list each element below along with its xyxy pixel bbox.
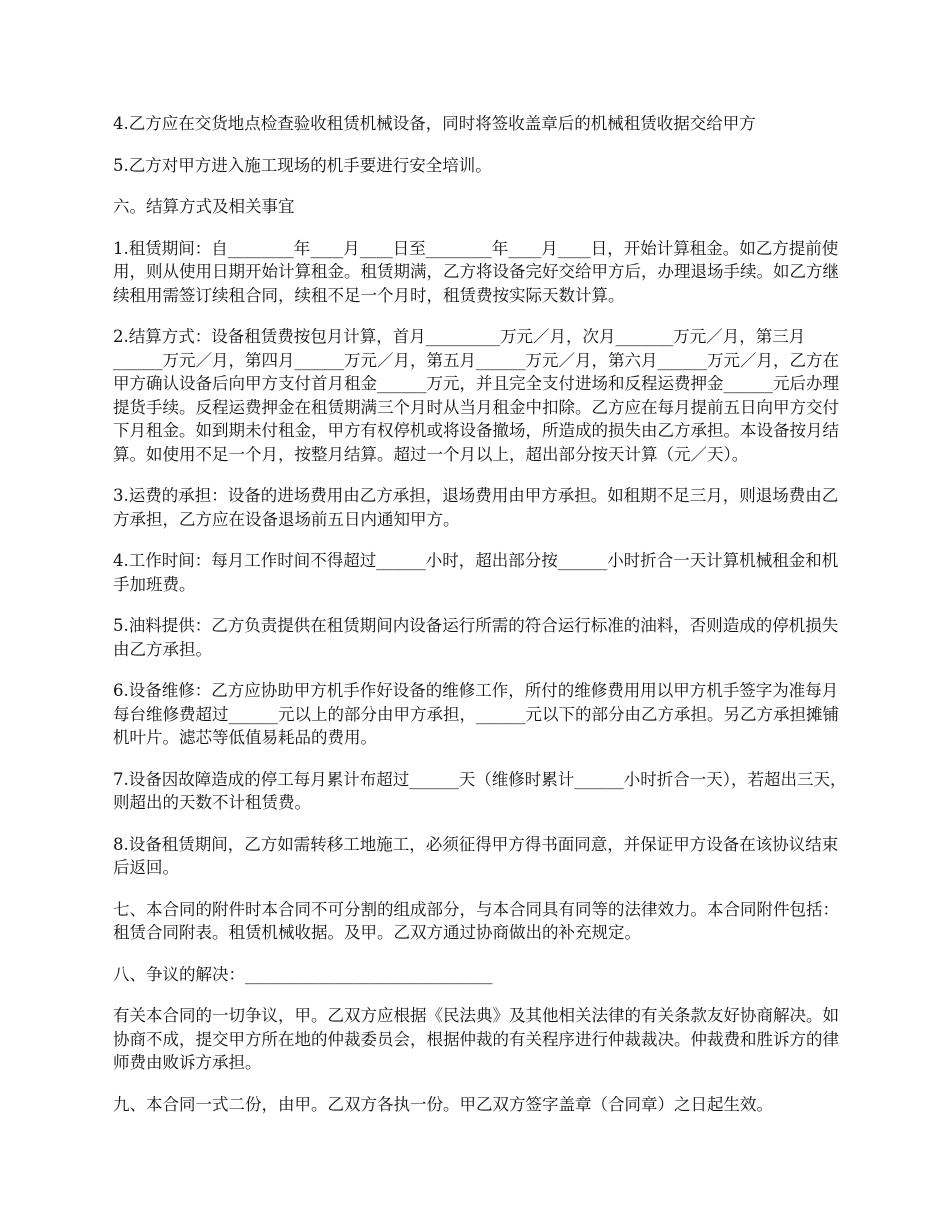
section-9-effectiveness: 九、本合同一式二份，由甲。乙双方各执一份。甲乙双方签字盖章（合同章）之日起生效。 xyxy=(113,1094,773,1114)
clause-fuel: 5.油料提供：乙方负责提供在租赁期间内设备运行所需的符合运行标准的油料，否则造成的停机损失由乙方承担。 xyxy=(113,616,839,659)
clause-rental-period: 1.租赁期间：自________年____月____日至________年____月____日，开始计算租金。如乙方提前使用，则从使用日期开始计算租金。租赁期满，乙方将设备完好交给甲方后，办理退场手续。如乙方继续租用需签订续租合同，续租不足一个月时，租赁费按实际天数计算。 xyxy=(113,238,839,305)
clause-4-acceptance: 4.乙方应在交货地点检查验收租赁机械设备，同时将签收盖章后的机械租赁收据交给甲方 xyxy=(113,114,756,133)
clause-working-hours: 4.工作时间：每月工作时间不得超过______小时，超出部分按______小时折合一天计算机械租金和机手加班费。 xyxy=(113,551,839,594)
document-body xyxy=(113,112,853,1134)
section-6-heading: 六。结算方式及相关事宜 xyxy=(113,197,295,216)
clause-freight: 3.运费的承担：设备的进场费用由乙方承担，退场费用由甲方承担。如租期不足三月，则退场费由乙方承担，乙方应在设备退场前五日内通知甲方。 xyxy=(113,486,839,529)
section-8-dispute-heading: 八、争议的解决：______________________________ xyxy=(113,964,493,984)
clause-site-transfer: 8.设备租赁期间，乙方如需转移工地施工，必须征得甲方得书面同意，并保证甲方设备在该协议结束后返回。 xyxy=(113,834,839,877)
clause-downtime: 7.设备因故障造成的停工每月累计布超过______天（维修时累计______小时折合一天），若超出三天，则超出的天数不计租赁费。 xyxy=(113,769,847,812)
clause-settlement-method: 2.结算方式：设备租赁费按包月计算，首月_________万元／月，次月_______万元／月，第三月______万元／月，第四月______万元／月，第五月______万元／月，第六月______万元／月，乙方在甲方确认设备后向甲方支付首月租金______万元，并且完全支付进场和反程运费押金______元后办理提货手续。反程运费押金在租赁期满三个月时从当月租金中扣除。乙方应在每月提前五日向甲方交付下月租金。如到期未付租金，甲方有权停机或将设备撤场，所造成的损失由乙方承担。本设备按月结算。如使用不足一个月，按整月结算。超过一个月以上，超出部分按天计算（元／天）。 xyxy=(113,327,839,464)
clause-maintenance: 6.设备维修：乙方应协助甲方机手作好设备的维修工作，所付的维修费用用以甲方机手签字为准每月每台维修费超过______元以上的部分由甲方承担，______元以下的部分由乙方承担。另乙方承担摊铺机叶片。滤芯等低值易耗品的费用。 xyxy=(113,681,839,747)
dispute-resolution-text: 有关本合同的一切争议，甲。乙双方应根据《民法典》及其他相关法律的有关条款友好协商解决。如协商不成，提交甲方所在地的仲裁委员会，根据仲裁的有关程序进行仲裁裁决。仲裁费和胜诉方的律师费由败诉方承担。 xyxy=(113,1006,839,1072)
clause-5-safety-training: 5.乙方对甲方进入施工现场的机手要进行安全培训。 xyxy=(113,155,492,175)
section-7-attachments: 七、本合同的附件时本合同不可分割的组成部分，与本合同具有同等的法律效力。本合同附件包括：租赁合同附表。租赁机械收据。及甲。乙双方通过协商做出的补充规定。 xyxy=(113,899,839,942)
